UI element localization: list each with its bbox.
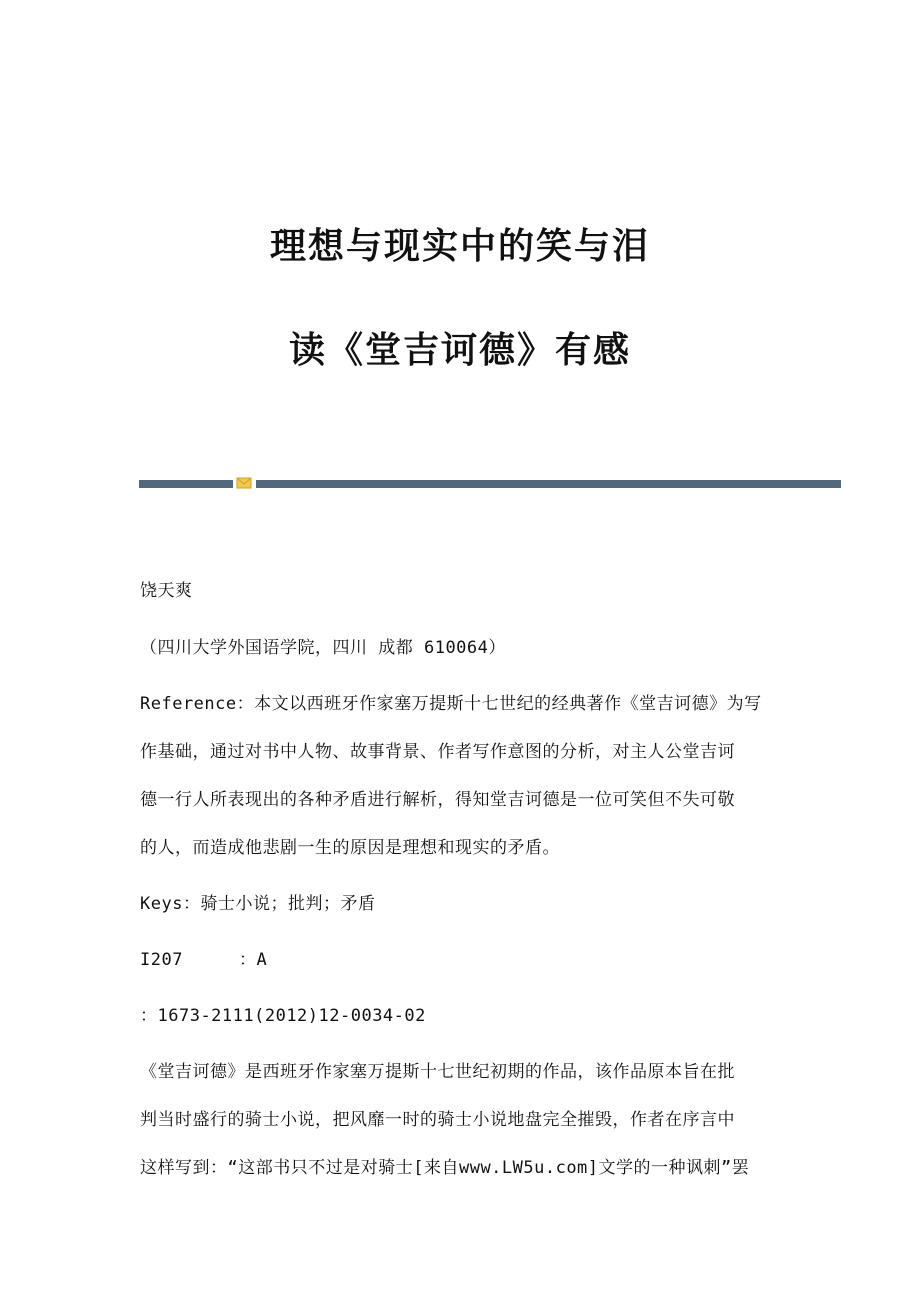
body-line: 判当时盛行的骑士小说，把风靡一时的骑士小说地盘完全摧毁，作者在序言中 bbox=[140, 1110, 735, 1130]
document-code: ：A bbox=[238, 950, 268, 970]
body-line: 《堂吉诃德》是西班牙作家塞万提斯十七世纪初期的作品，该作品原本旨在批 bbox=[140, 1062, 735, 1082]
body-line: 这样写到：“这部书只不过是对骑士[来自www.LW5u.com]文学的一种讽刺”罢 bbox=[140, 1158, 750, 1178]
abstract-line: Reference：本文以西班牙作家塞万提斯十七世纪的经典著作《堂吉诃德》为写 bbox=[140, 694, 762, 714]
issn: ：1673-2111(2012)12-0034-02 bbox=[140, 1006, 426, 1026]
divider-right bbox=[256, 480, 841, 488]
abstract-line: 德一行人所表现出的各种矛盾进行解析，得知堂吉诃德是一位可笑但不失可敬 bbox=[140, 790, 735, 810]
envelope-icon bbox=[236, 477, 252, 489]
abstract-line: 作基础，通过对书中人物、故事背景、作者写作意图的分析，对主人公堂吉诃 bbox=[140, 742, 735, 762]
classification-code: I207 bbox=[140, 950, 183, 970]
page-title: 理想与现实中的笑与泪 bbox=[269, 226, 650, 267]
abstract-line: 的人，而造成他悲剧一生的原因是理想和现实的矛盾。 bbox=[140, 838, 560, 858]
author-name: 饶天爽 bbox=[140, 581, 193, 601]
author-affiliation: （四川大学外国语学院，四川 成都 610064） bbox=[140, 638, 506, 658]
classification bbox=[140, 945, 267, 970]
page-subtitle: 读《堂吉诃德》有感 bbox=[288, 330, 631, 371]
divider-left bbox=[139, 480, 233, 488]
keywords: Keys：骑士小说；批判；矛盾 bbox=[140, 894, 376, 914]
